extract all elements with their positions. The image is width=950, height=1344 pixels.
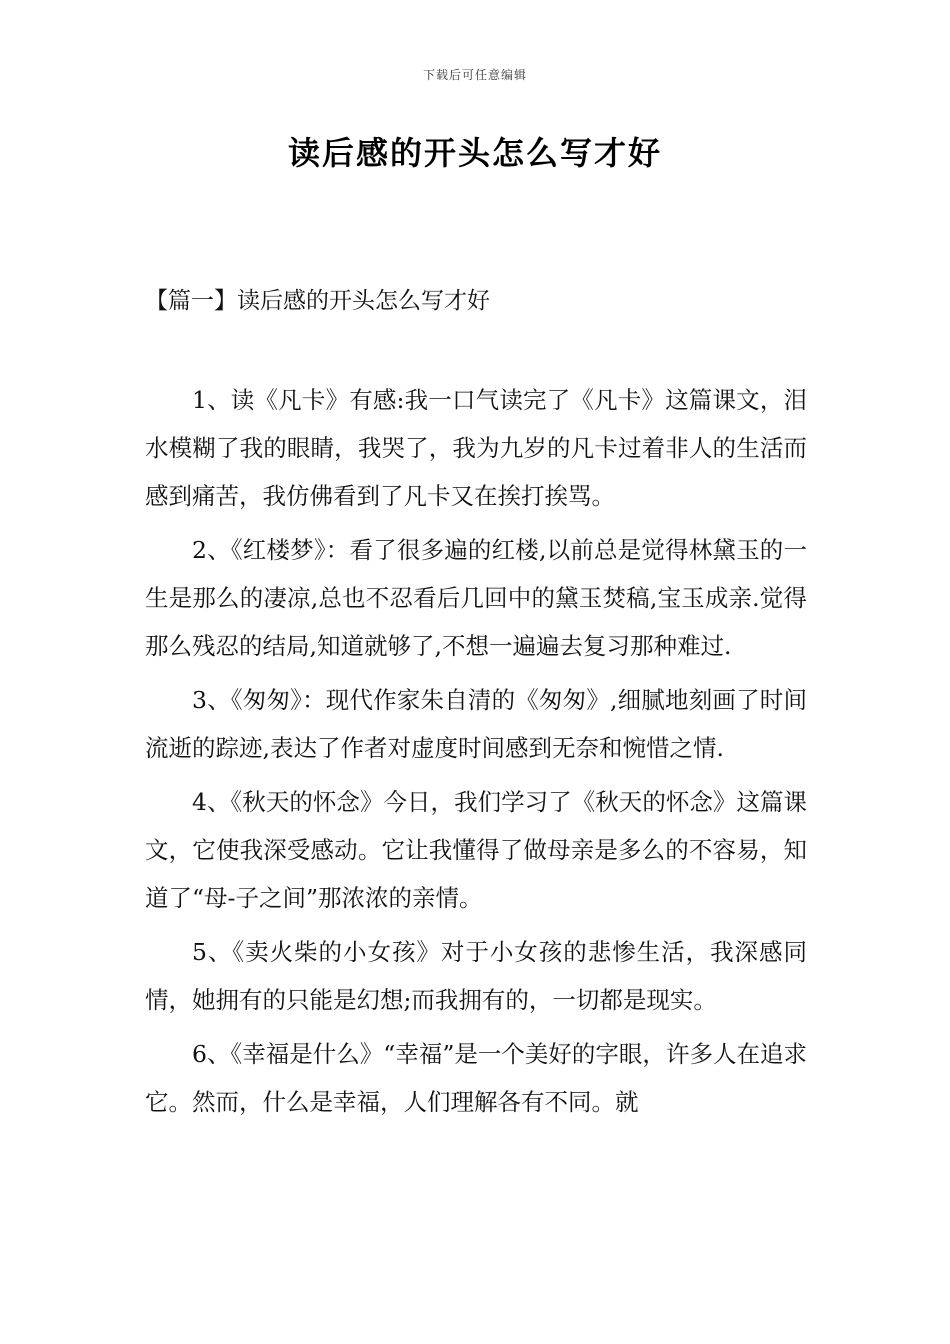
- section-heading: 【篇一】读后感的开头怎么写才好: [145, 288, 490, 314]
- paragraph-2: 2、《红楼梦》：看了很多遍的红楼,以前总是觉得林黛玉的一生是那么的凄凉,总也不忍看后几回中的黛玉焚稿,宝玉成亲.觉得那么残忍的结局,知道就够了,不想一遍遍去复习那种难过.: [145, 536, 807, 660]
- paragraph-1: 1、读《凡卡》有感:我一口气读完了《凡卡》这篇课文，泪水模糊了我的眼睛，我哭了，我为九岁的凡卡过着非人的生活而感到痛苦，我仿佛看到了凡卡又在挨打挨骂。: [145, 386, 807, 510]
- header-note: 下载后可任意编辑: [422, 68, 527, 82]
- document-body: [145, 376, 807, 1132]
- paragraph-6: 6、《幸福是什么》“幸福”是一个美好的字眼，许多人在追求它。然而，什么是幸福，人们理解各有不同。就: [145, 1040, 807, 1116]
- paragraph-3: 3、《匆匆》：现代作家朱自清的《匆匆》,细腻地刻画了时间流逝的踪迹,表达了作者对虚度时间感到无奈和惋惜之情.: [145, 686, 807, 762]
- paragraph-5: 5、《卖火柴的小女孩》对于小女孩的悲惨生活，我深感同情，她拥有的只能是幻想;而我拥有的，一切都是现实。: [145, 938, 807, 1014]
- paragraph-4: 4、《秋天的怀念》今日，我们学习了《秋天的怀念》这篇课文，它使我深受感动。它让我懂得了做母亲是多么的不容易，知道了“母-子之间”那浓浓的亲情。: [145, 788, 807, 912]
- document-title: 读后感的开头怎么写才好: [287, 134, 662, 172]
